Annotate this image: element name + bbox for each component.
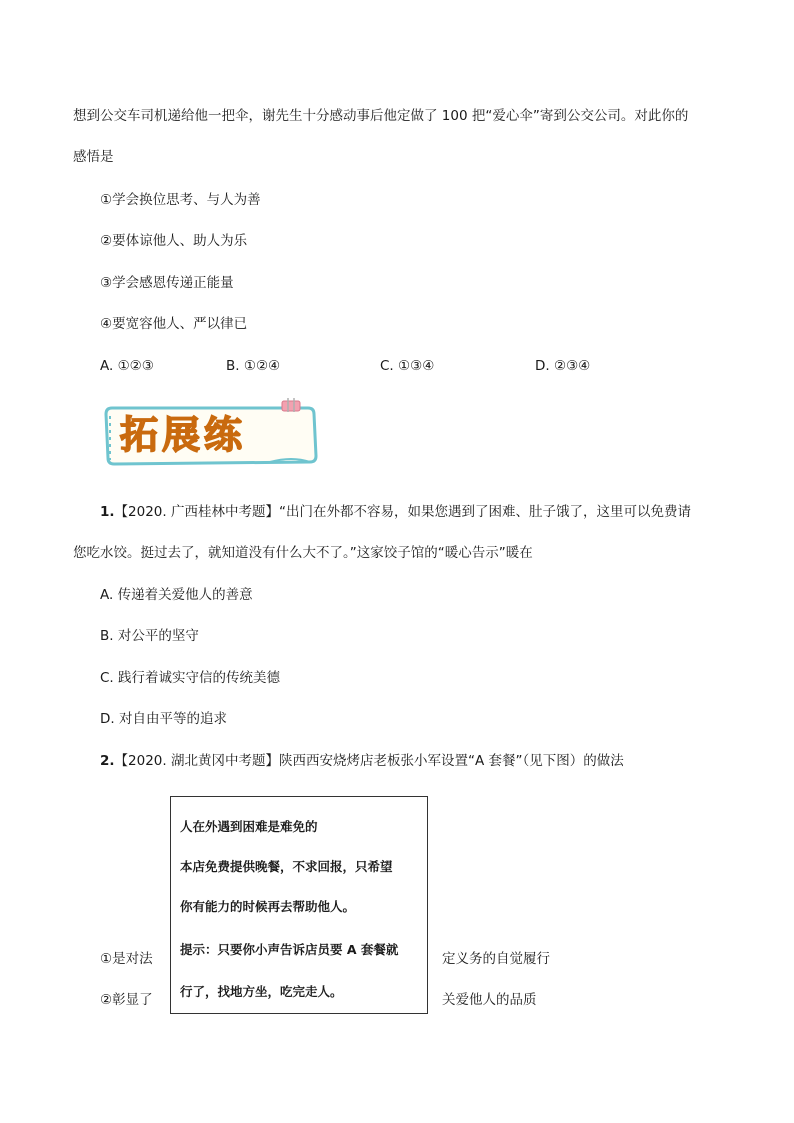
option-a[interactable]: A. 传递着关爱他人的善意 [100, 587, 253, 603]
statement-item: ②要体谅他人、助人为乐 [100, 233, 248, 249]
paperclip-icon [282, 398, 300, 412]
statement-item: ④要宽容他人、严以律已 [100, 316, 248, 332]
notice-line: 提示：只要你小声告诉店员要 A 套餐就 [180, 942, 399, 957]
notice-line: 行了，找地方坐，吃完走人。 [180, 984, 343, 999]
statement-item: ①是对法 [100, 951, 153, 967]
question-stem: 【2020. 湖北黄冈中考题】陕西西安烧烤店老板张小军设置“A 套餐”（见下图）的做法 [114, 753, 624, 769]
statement-item: 定义务的自觉履行 [442, 951, 550, 967]
notice-box [170, 796, 428, 1014]
statement-item: ②彰显了 [100, 992, 153, 1008]
statement-item: ③学会感恩传递正能量 [100, 275, 234, 291]
question-stem-line [100, 502, 691, 522]
question-stem-line: 您吃水饺。挺过去了，就知道没有什么大不了。”这家饺子馆的“暖心告示”暖在 [73, 545, 533, 561]
question-number: 1. [100, 504, 115, 520]
notice-line: 人在外遇到困难是难免的 [180, 819, 318, 834]
option-b[interactable]: B. 对公平的坚守 [100, 628, 199, 644]
question-stem: 【2020. 广西桂林中考题】“出门在外都不容易，如果您遇到了困难、肚子饿了，这里可以免费请 [114, 504, 691, 520]
option-b[interactable]: B. ①②④ [226, 358, 281, 374]
statement-item: ①学会换位思考、与人为善 [100, 192, 261, 208]
question-stem-line: 感悟是 [73, 149, 114, 165]
notice-line: 你有能力的时候再去帮助他人。 [180, 899, 356, 914]
option-d[interactable]: D. 对自由平等的追求 [100, 711, 227, 727]
question-stem-line: 想到公交车司机递给他一把伞，谢先生十分感动事后他定做了 100 把“爱心伞”寄到公交公司。对此你的 [73, 108, 689, 124]
notice-line: 本店免费提供晚餐，不求回报，只希望 [180, 859, 393, 874]
option-c[interactable]: C. 践行着诚实守信的传统美德 [100, 670, 281, 686]
option-d[interactable]: D. ②③④ [535, 358, 591, 374]
section-title: 拓展练 [120, 413, 247, 457]
option-a[interactable]: A. ①②③ [100, 358, 154, 374]
section-banner [100, 398, 322, 468]
question-stem-line [100, 751, 624, 771]
option-c[interactable]: C. ①③④ [380, 358, 435, 374]
statement-item: 关爱他人的品质 [442, 992, 537, 1008]
question-number: 2. [100, 753, 115, 769]
